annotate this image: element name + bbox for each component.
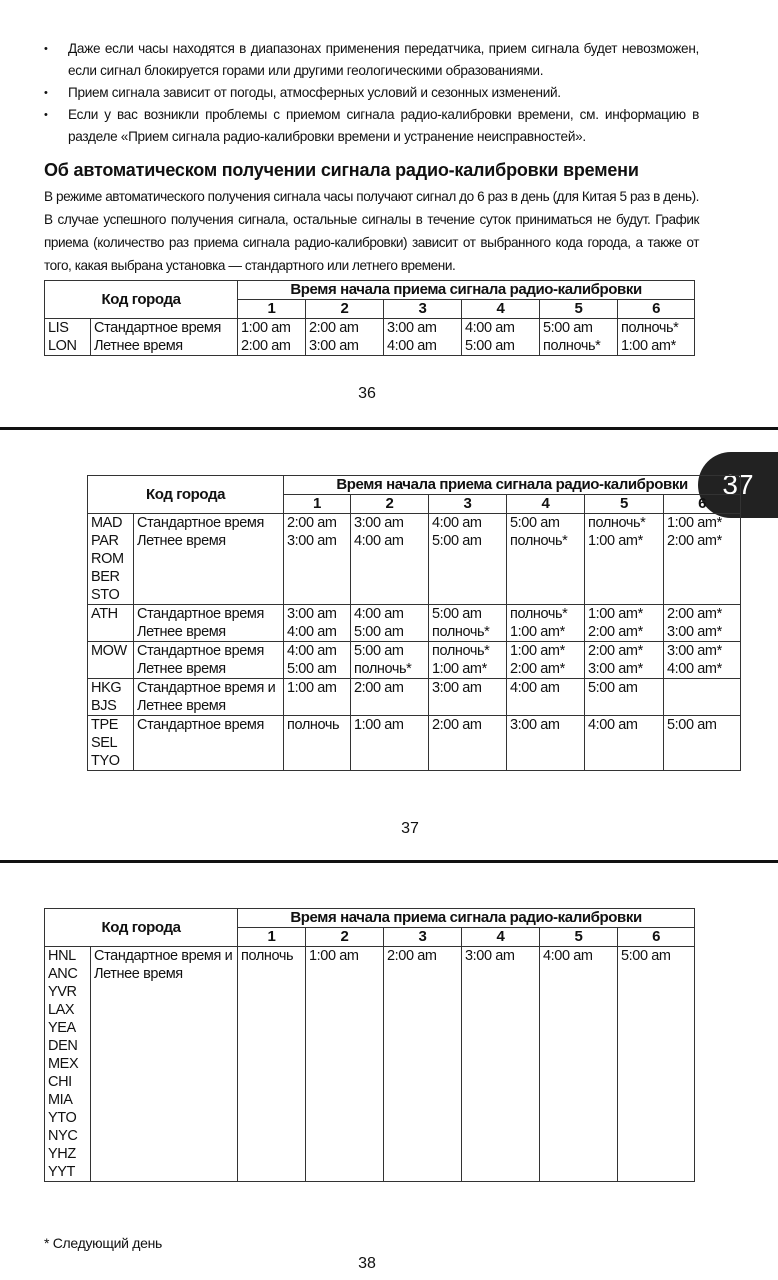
time-mode: Стандартное время и <box>94 948 233 964</box>
time-value: 1:00 am* <box>621 338 676 354</box>
time-value: 4:00 am <box>465 320 515 336</box>
table-row <box>88 642 741 679</box>
page-divider <box>0 427 778 430</box>
time-cell <box>429 716 507 771</box>
time-value: 3:00 am <box>287 533 337 549</box>
time-value: 2:00 am <box>241 338 291 354</box>
time-value: 3:00 am <box>387 320 437 336</box>
header-number: 1 <box>284 495 351 514</box>
city-codes-cell <box>88 716 134 771</box>
time-mode: Стандартное время <box>137 606 264 622</box>
section-heading: Об автоматическом получении сигнала радио-калибровки времени <box>44 160 639 180</box>
schedule-table-page-38 <box>44 908 695 1182</box>
time-value: 1:00 am* <box>432 661 487 677</box>
time-value: 5:00 am <box>510 515 560 531</box>
time-cell <box>618 947 695 1182</box>
time-value: 4:00 am <box>354 606 404 622</box>
time-value: 3:00 am <box>432 680 482 696</box>
time-cell <box>664 679 741 716</box>
city-code: YHZ <box>48 1146 76 1162</box>
time-cell <box>351 642 429 679</box>
time-value: 4:00 am <box>543 948 593 964</box>
header-city-code: Код города <box>45 281 238 319</box>
header-number: 6 <box>618 300 695 319</box>
time-cell <box>664 514 741 605</box>
time-value: 5:00 am <box>354 643 404 659</box>
header-number: 1 <box>238 928 306 947</box>
time-value: 2:00 am* <box>588 643 643 659</box>
time-value: полночь* <box>510 533 568 549</box>
time-value: 4:00 am <box>432 515 482 531</box>
city-code: HKG <box>91 680 122 696</box>
time-cell <box>507 716 585 771</box>
time-value: 3:00 am <box>287 606 337 622</box>
page-number: 36 <box>358 385 376 402</box>
time-value: 5:00 am <box>287 661 337 677</box>
time-value: 2:00 am <box>309 320 359 336</box>
time-cell <box>585 716 664 771</box>
header-number: 3 <box>384 300 462 319</box>
bullet-item: • Даже если часы находятся в диапазонах применения передатчика, прием сигнала будет невозможен, если сигнал блокируется горами или другими геологическими образованиями. <box>44 38 699 82</box>
time-value: 4:00 am <box>287 624 337 640</box>
time-mode: Летнее время <box>137 533 226 549</box>
header-number: 3 <box>384 928 462 947</box>
time-value: 2:00 am <box>387 948 437 964</box>
bullet-item: • Прием сигнала зависит от погоды, атмосферных условий и сезонных изменений. <box>44 82 699 104</box>
time-mode: Стандартное время <box>94 320 221 336</box>
header-number: 6 <box>618 928 695 947</box>
city-code: LIS <box>48 320 69 336</box>
time-value: 5:00 am <box>432 606 482 622</box>
time-cell <box>351 716 429 771</box>
header-number: 2 <box>306 300 384 319</box>
time-value: 4:00 am <box>510 680 560 696</box>
time-value: полночь* <box>510 606 568 622</box>
time-cell <box>664 605 741 642</box>
time-mode: Стандартное время и <box>137 680 276 696</box>
time-value: 1:00 am* <box>588 533 643 549</box>
header-reception-time: Время начала приема сигнала радио-калибровки <box>238 909 695 928</box>
header-number: 5 <box>585 495 664 514</box>
city-code: MAD <box>91 515 123 531</box>
city-codes-cell <box>88 605 134 642</box>
time-cell <box>507 642 585 679</box>
header-number: 2 <box>306 928 384 947</box>
time-value: 2:00 am <box>432 717 482 733</box>
footnote: * Следующий день <box>44 1235 162 1251</box>
city-codes-cell <box>45 319 91 356</box>
header-number: 5 <box>540 928 618 947</box>
time-cell <box>585 642 664 679</box>
table-row <box>45 947 695 1182</box>
city-code: STO <box>91 587 120 603</box>
time-value: полночь* <box>432 624 490 640</box>
time-cell <box>429 642 507 679</box>
time-cell <box>284 716 351 771</box>
header-number: 6 <box>664 495 741 514</box>
header-reception-time: Время начала приема сигнала радио-калибровки <box>284 476 741 495</box>
time-value: 5:00 am <box>432 533 482 549</box>
time-mode-cell <box>134 716 284 771</box>
time-cell <box>585 514 664 605</box>
time-value: 2:00 am* <box>667 533 722 549</box>
time-cell <box>585 605 664 642</box>
time-cell <box>351 514 429 605</box>
city-code: TPE <box>91 717 118 733</box>
city-code: MOW <box>91 643 127 659</box>
time-value: 4:00 am <box>287 643 337 659</box>
time-mode-cell <box>91 947 238 1182</box>
time-cell <box>429 679 507 716</box>
time-value: 1:00 am* <box>510 643 565 659</box>
city-codes-cell <box>88 642 134 679</box>
time-cell <box>462 947 540 1182</box>
section-paragraph: В режиме автоматического получения сигнала часы получают сигнал до 6 раз в день (для Китая 5 раз в день). В случае успешного получения сигнала, остальные сигналы в течение суток приниматься не будут. График приема (количество раз приема сигнала радио-калибровки) зависит от выбранного кода города, а также от того, какая выбрана установка — стандартного или летнего времени. <box>44 189 699 273</box>
time-value: 3:00 am* <box>667 643 722 659</box>
time-mode-cell <box>134 605 284 642</box>
time-mode-cell <box>134 514 284 605</box>
time-value: 1:00 am* <box>510 624 565 640</box>
time-cell <box>507 679 585 716</box>
time-value: 4:00 am <box>354 533 404 549</box>
time-value: 1:00 am* <box>667 515 722 531</box>
time-cell <box>284 642 351 679</box>
time-value: 3:00 am <box>354 515 404 531</box>
time-value: полночь* <box>432 643 490 659</box>
time-value: 2:00 am* <box>588 624 643 640</box>
time-mode: Летнее время <box>94 338 183 354</box>
city-code: NYC <box>48 1128 78 1144</box>
time-mode: Стандартное время <box>137 717 264 733</box>
bullet-list <box>44 38 699 148</box>
time-mode-cell <box>134 679 284 716</box>
city-code: CHI <box>48 1074 72 1090</box>
table-row <box>45 319 695 356</box>
time-cell <box>664 716 741 771</box>
time-cell <box>585 679 664 716</box>
time-cell <box>429 605 507 642</box>
time-value: 3:00 am* <box>588 661 643 677</box>
time-mode: Стандартное время <box>137 515 264 531</box>
time-value: 5:00 am <box>354 624 404 640</box>
city-codes-cell <box>88 514 134 605</box>
city-code: MIA <box>48 1092 73 1108</box>
city-code: ATH <box>91 606 118 622</box>
time-cell <box>664 642 741 679</box>
city-code: MEX <box>48 1056 79 1072</box>
header-city-code: Код города <box>45 909 238 947</box>
city-codes-cell <box>45 947 91 1182</box>
time-cell <box>618 319 695 356</box>
time-cell <box>284 679 351 716</box>
table-row <box>88 514 741 605</box>
time-mode: Летнее время <box>137 698 226 714</box>
header-number: 4 <box>462 300 540 319</box>
page-number: 37 <box>401 820 419 837</box>
time-cell <box>507 514 585 605</box>
time-value: 3:00 am <box>510 717 560 733</box>
time-cell <box>284 514 351 605</box>
time-value: 5:00 am <box>465 338 515 354</box>
time-value: 2:00 am* <box>510 661 565 677</box>
city-codes-cell <box>88 679 134 716</box>
time-value: 4:00 am <box>387 338 437 354</box>
time-value: 5:00 am <box>588 680 638 696</box>
page-tab: 37 <box>698 452 778 518</box>
city-code: ANC <box>48 966 78 982</box>
time-value: 3:00 am <box>465 948 515 964</box>
time-cell <box>384 319 462 356</box>
city-code: YVR <box>48 984 77 1000</box>
city-code: DEN <box>48 1038 78 1054</box>
time-cell <box>306 319 384 356</box>
schedule-table-page-36 <box>44 280 695 356</box>
time-value: 5:00 am <box>667 717 717 733</box>
city-code: YTO <box>48 1110 77 1126</box>
time-value: 1:00 am <box>354 717 404 733</box>
time-cell <box>384 947 462 1182</box>
city-code: PAR <box>91 533 119 549</box>
time-value: 2:00 am <box>287 515 337 531</box>
time-value: полночь <box>287 717 340 733</box>
time-mode-cell <box>134 642 284 679</box>
city-code: LAX <box>48 1002 75 1018</box>
time-value: полночь <box>241 948 294 964</box>
table-row <box>88 605 741 642</box>
header-number: 4 <box>507 495 585 514</box>
time-value: 3:00 am <box>309 338 359 354</box>
bullet-item: • Если у вас возникли проблемы с приемом сигнала радио-калибровки времени, см. информацию в разделе «Прием сигнала радио-калибровки времени и устранение неисправностей». <box>44 104 699 148</box>
time-cell <box>351 679 429 716</box>
time-cell <box>540 319 618 356</box>
time-mode-cell <box>91 319 238 356</box>
time-value: 5:00 am <box>543 320 593 336</box>
time-value: полночь* <box>354 661 412 677</box>
time-value: полночь* <box>588 515 646 531</box>
header-number: 5 <box>540 300 618 319</box>
time-cell <box>507 605 585 642</box>
time-cell <box>238 947 306 1182</box>
city-code: YEA <box>48 1020 76 1036</box>
city-code: SEL <box>91 735 118 751</box>
city-code: TYO <box>91 753 120 769</box>
time-cell <box>540 947 618 1182</box>
header-city-code: Код города <box>88 476 284 514</box>
time-value: 2:00 am <box>354 680 404 696</box>
time-mode: Летнее время <box>137 624 226 640</box>
time-mode: Летнее время <box>94 966 183 982</box>
page-number: 38 <box>358 1255 376 1272</box>
time-value: 1:00 am <box>309 948 359 964</box>
time-cell <box>351 605 429 642</box>
city-code: ROM <box>91 551 124 567</box>
time-value: 3:00 am* <box>667 624 722 640</box>
table-row <box>88 679 741 716</box>
city-code: HNL <box>48 948 76 964</box>
time-value: полночь* <box>621 320 679 336</box>
time-value: 1:00 am <box>241 320 291 336</box>
header-reception-time: Время начала приема сигнала радио-калибровки <box>238 281 695 300</box>
time-cell <box>306 947 384 1182</box>
schedule-table-page-37 <box>87 475 741 771</box>
city-code: YYT <box>48 1164 75 1180</box>
header-number: 4 <box>462 928 540 947</box>
time-value: 4:00 am* <box>667 661 722 677</box>
page-divider <box>0 860 778 863</box>
time-cell <box>238 319 306 356</box>
time-value: 1:00 am* <box>588 606 643 622</box>
city-code: BER <box>91 569 120 585</box>
city-code: LON <box>48 338 77 354</box>
time-value: 5:00 am <box>621 948 671 964</box>
time-mode: Стандартное время <box>137 643 264 659</box>
time-value: полночь* <box>543 338 601 354</box>
time-mode: Летнее время <box>137 661 226 677</box>
time-cell <box>429 514 507 605</box>
time-value: 4:00 am <box>588 717 638 733</box>
header-number: 2 <box>351 495 429 514</box>
time-cell <box>284 605 351 642</box>
city-code: BJS <box>91 698 117 714</box>
time-value: 1:00 am <box>287 680 337 696</box>
header-number: 3 <box>429 495 507 514</box>
time-cell <box>462 319 540 356</box>
header-number: 1 <box>238 300 306 319</box>
time-value: 2:00 am* <box>667 606 722 622</box>
table-row <box>88 716 741 771</box>
